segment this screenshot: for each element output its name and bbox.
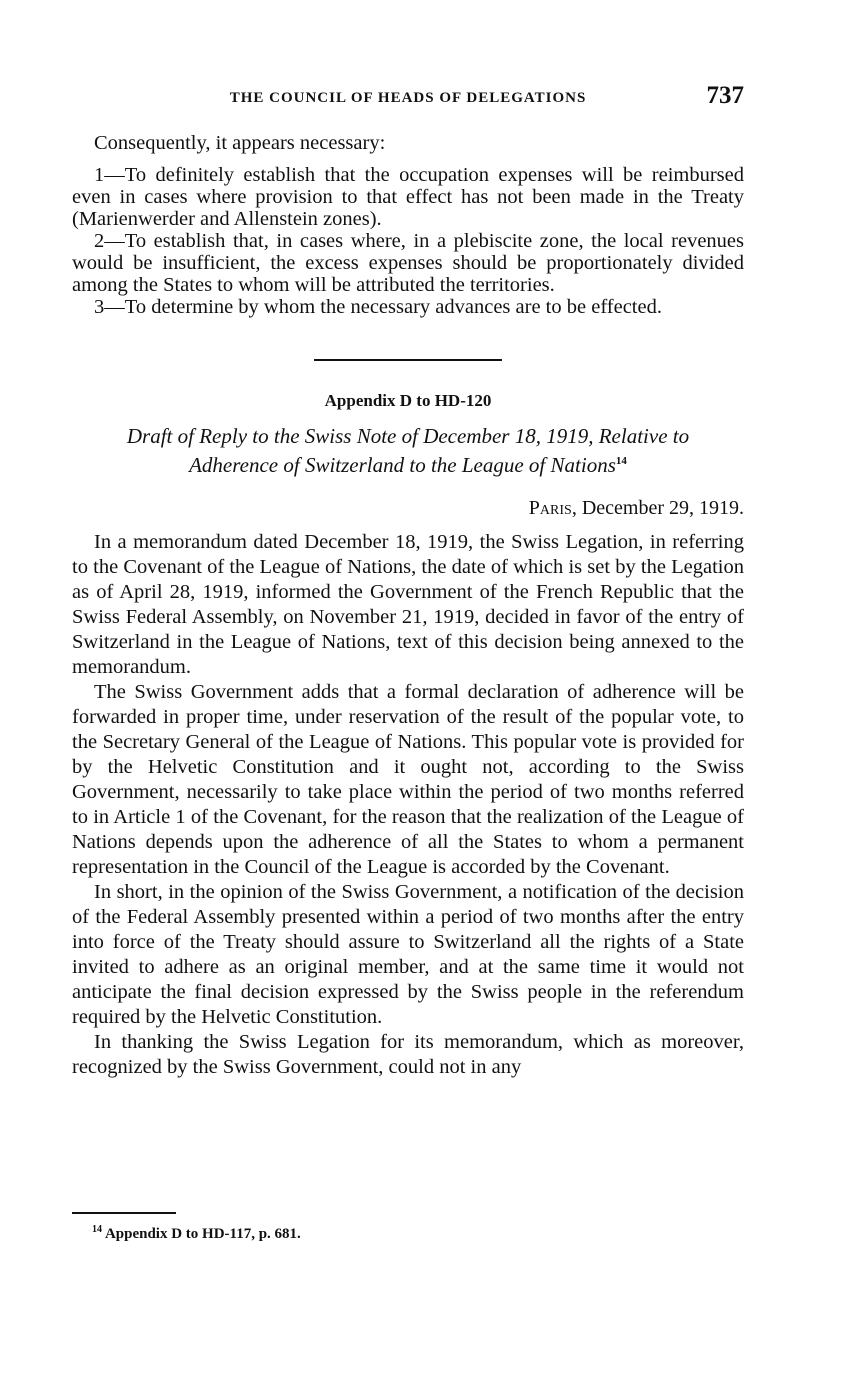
- page-number: 737: [706, 82, 744, 109]
- section-divider: [314, 359, 502, 361]
- footnote-number: 14: [92, 1224, 102, 1235]
- dateline-place: Paris,: [528, 497, 577, 519]
- footnote-divider: [72, 1212, 176, 1214]
- paragraph-3: In short, in the opinion of the Swiss Government, a notification of the decision of the Federal Assembly presented within a period of two months after the entry into force of the Treaty should assure to Switzerland all the rights of a State invited to adhere as an original member, and at the same time it would not anticipate the final decision expressed by the Swiss people in the referendum required by the Helvetic Constitution.: [72, 881, 744, 1028]
- paragraph-1: In a memorandum dated December 18, 1919, the Swiss Legation, in referring to the Covenant of the League of Nations, the date of which is set by the Legation as of April 28, 1919, informed the Government of the French Republic that the Swiss Federal Assembly, on November 21, 1919, decided in favor of the entry of Switzerland in the League of Nations, text of this decision being annexed to the memorandum.: [72, 531, 744, 678]
- page-header: [72, 82, 744, 114]
- dateline-date: December 29, 1919.: [581, 497, 744, 519]
- list-item-2: 2—To establish that, in cases where, in a plebiscite zone, the local revenues would be insufficient, the excess expenses should be proportionately divided among the States to whom will be attributed the territories.: [72, 230, 744, 296]
- draft-title-line-1: Draft of Reply to the Swiss Note of December 18, 1919, Relative to: [126, 424, 690, 448]
- paragraph-4: In thanking the Swiss Legation for its memorandum, which as moreover, recognized by the Swiss Government, could not in any: [72, 1031, 744, 1078]
- footnote-reference: 14: [615, 455, 627, 467]
- paragraph-2: The Swiss Government adds that a formal declaration of adherence will be forwarded in proper time, under reservation of the result of the popular vote, to the Secretary General of the League of Nations. This popular vote is provided for by the Helvetic Constitution and it ought not, according to the Swiss Government, necessarily to take place within the period of two months referred to in Article 1 of the Covenant, for the reason that the realization of the League of Nations depends upon the adherence of all the States to whom a permanent representation in the Council of the League is accorded by the Covenant.: [72, 681, 744, 878]
- footnote: [92, 1224, 301, 1243]
- occupation-expenses-section: [72, 131, 744, 318]
- list-item-3: 3—To determine by whom the necessary advances are to be effected.: [94, 296, 662, 318]
- draft-title-line-2-text: Adherence of Switzerland to the League of Nations: [189, 453, 616, 477]
- necessity-list: [72, 164, 744, 318]
- running-head: THE COUNCIL OF HEADS OF DELEGATIONS: [229, 90, 587, 106]
- draft-title: [72, 424, 744, 478]
- appendix-heading: Appendix D to HD-120: [324, 391, 492, 410]
- draft-title-line-2: [72, 449, 744, 478]
- intro-sentence: Consequently, it appears necessary:: [94, 132, 386, 154]
- dateline: [529, 497, 744, 520]
- list-item-1: 1—To definitely establish that the occupation expenses will be reimbursed even in cases where provision to that effect has not been made in the Treaty (Marienwerder and Allenstein zones).: [72, 164, 744, 230]
- footnote-text: Appendix D to HD-117, p. 681.: [104, 1226, 301, 1242]
- reply-body: [72, 530, 744, 1080]
